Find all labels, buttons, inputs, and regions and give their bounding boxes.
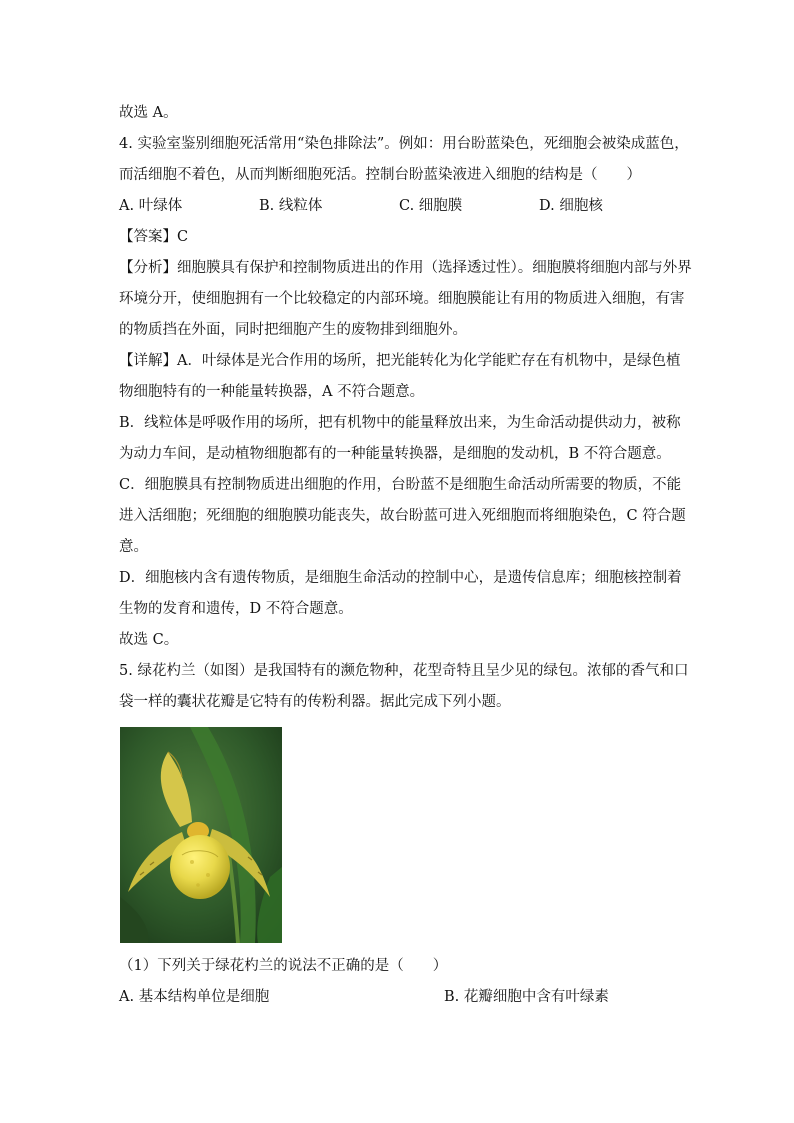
- q4-stem-line-1: 4. 实验室鉴别细胞死活常用“染色排除法”。例如：用台盼蓝染色，死细胞会被染成蓝色，: [119, 136, 689, 152]
- q4-analysis-line-2: 环境分开，使细胞拥有一个比较稳定的内部环境。细胞膜能让有用的物质进入细胞，有害: [119, 291, 685, 307]
- q5-stem-line-2: 袋一样的囊状花瓣是它特有的传粉利器。据此完成下列小题。: [119, 694, 511, 710]
- q4-options: [119, 191, 679, 222]
- q4-detail-line-4: 为动力车间，是动植物细胞都有的一种能量转换器，是细胞的发动机，B 不符合题意。: [119, 446, 671, 462]
- q4-option-d: D. 细胞核: [539, 198, 603, 214]
- q4-option-c: C. 细胞膜: [399, 198, 463, 214]
- document-page: [119, 98, 692, 1013]
- q4-analysis-line-3: 的物质挡在外面，同时把细胞产生的废物排到细胞外。: [119, 322, 467, 338]
- q4-detail-line-3: B．线粒体是呼吸作用的场所，把有机物中的能量释放出来，为生命活动提供动力，被称: [119, 415, 681, 431]
- q5-sub1-option-b: B. 花瓣细胞中含有叶绿素: [444, 989, 609, 1005]
- q4-stem-line-2: 而活细胞不着色，从而判断细胞死活。控制台盼蓝染液进入细胞的结构是（ ）: [119, 167, 641, 183]
- q4-detail-line-8: D．细胞核内含有遗传物质，是细胞生命活动的控制中心，是遗传信息库；细胞核控制着: [119, 570, 682, 586]
- q4-option-b: B. 线粒体: [259, 198, 323, 214]
- q4-detail-line-2: 物细胞特有的一种能量转换器，A 不符合题意。: [119, 384, 425, 400]
- q5-stem-line-1: 5. 绿花杓兰（如图）是我国特有的濒危物种，花型奇特且呈少见的绿包。浓郁的香气和口: [119, 663, 689, 679]
- q5-sub1-option-a: A. 基本结构单位是细胞: [119, 989, 270, 1005]
- q4-detail-line-6: 进入活细胞；死细胞的细胞膜功能丧失，故台盼蓝可进入死细胞而将细胞染色，C 符合题: [119, 508, 686, 524]
- q3-conclusion: 故选 A。: [119, 105, 178, 121]
- q4-analysis-line-1: 【分析】细胞膜具有保护和控制物质进出的作用（选择透过性）。细胞膜将细胞内部与外界: [119, 260, 692, 276]
- q4-detail-line-7: 意。: [119, 539, 148, 555]
- orchid-photo: [120, 727, 282, 943]
- q4-detail-line-1: 【详解】A．叶绿体是光合作用的场所，把光能转化为化学能贮存在有机物中，是绿色植: [119, 353, 681, 369]
- q4-conclusion: 故选 C。: [119, 632, 179, 648]
- q4-answer: 【答案】C: [119, 229, 189, 245]
- q4-option-a: A. 叶绿体: [119, 198, 183, 214]
- q5-sub1-stem: （1）下列关于绿花杓兰的说法不正确的是（ ）: [119, 958, 448, 974]
- q4-detail-line-9: 生物的发育和遗传，D 不符合题意。: [119, 601, 353, 617]
- q5-sub1-options: [119, 982, 679, 1013]
- orchid-illustration: [120, 727, 282, 943]
- q4-detail-line-5: C．细胞膜具有控制物质进出细胞的作用，台盼蓝不是细胞生命活动所需要的物质，不能: [119, 477, 682, 493]
